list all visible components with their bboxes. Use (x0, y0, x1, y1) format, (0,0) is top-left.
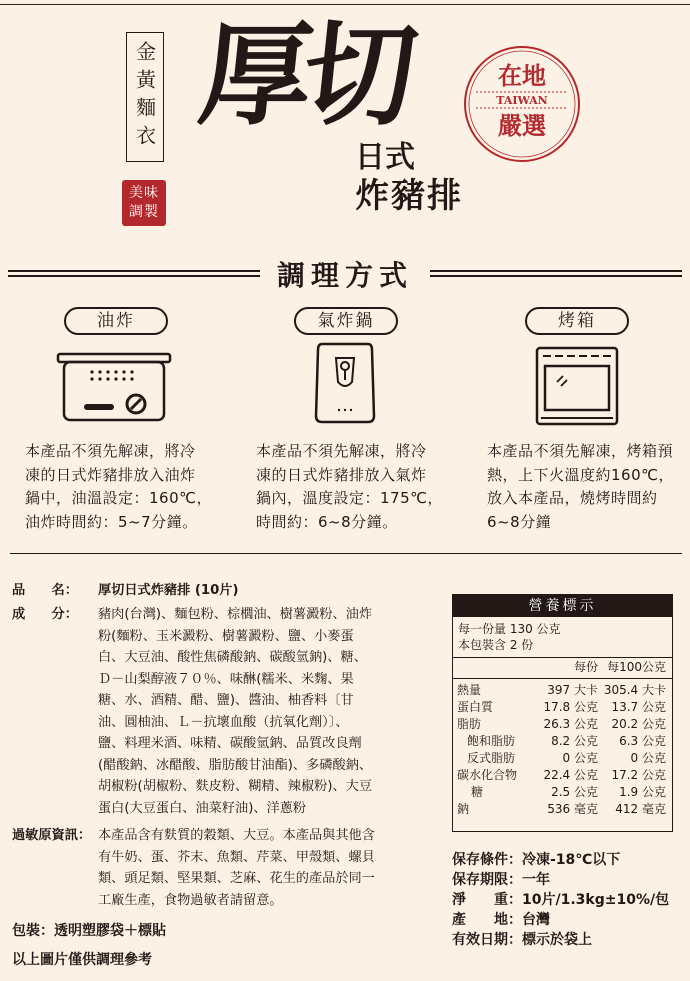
badge-line2: TAIWAN (496, 94, 548, 107)
nutrition-row (457, 682, 668, 699)
spec-expiry (452, 930, 592, 950)
spec-value: 一年 (522, 872, 550, 888)
double-rule-right (430, 270, 682, 277)
method-text-airfryer (256, 440, 466, 534)
method-text-oven (487, 440, 687, 534)
name-value: 厚切日式炸豬排 (10片) (98, 583, 239, 598)
allergen-line: 本產品含有麩質的穀類、大豆。本產品與其他含 (98, 828, 375, 843)
ingredients-line: 豬肉(台灣)、麵包粉、棕櫚油、樹薯澱粉、油炸 (98, 607, 373, 622)
method-text-line: 本產品不須先解凍，將冷 (256, 442, 427, 460)
method-text-fryer (25, 440, 235, 534)
nutrition-row (457, 801, 668, 818)
allergen-line: 工廠生產，食物過敏者請留意。 (98, 892, 283, 908)
method-label-airfryer: 氣炸鍋 (294, 307, 398, 335)
nutrition-header-row (457, 659, 668, 676)
ingredients-line: 胡椒粉(胡椒粉、麩皮粉、糊精、辣椒粉)、大豆 (98, 779, 373, 794)
nutrient-name: 脂肪 (457, 717, 482, 731)
nutrient-name: 糖 (471, 785, 484, 799)
brand-label: 金黃麵衣 (126, 32, 164, 162)
method-text-line: 本產品不須先解凍，烤箱預 (487, 442, 674, 460)
ingredients-line: 油、圓柚油、Ｌ－抗壞血酸（抗氧化劑）〕、 (98, 714, 349, 730)
method-text-line: 本產品不須先解凍，將冷 (25, 442, 196, 460)
method-text-line: 放入本產品，燒烤時間約 (487, 489, 658, 507)
badge-line3: 嚴選 (498, 111, 546, 140)
servings-per-package: 本包裝含 2 份 (458, 638, 534, 652)
method-label-oven: 烤箱 (525, 307, 629, 335)
spec-value: 冷凍-18℃以下 (522, 852, 621, 868)
air-fryer-icon (312, 338, 378, 428)
ingredients-line: (醋酸鈉、冰醋酸、脂肪酸甘油酯)、多磷酸鈉、 (98, 757, 373, 773)
method-label-fryer: 油炸 (64, 307, 168, 335)
ingredients-line: 鹽、料理米酒、味精、碳酸氫鈉、品質改良劑 (98, 736, 362, 751)
spec-shelf-life (452, 870, 550, 890)
method-text-line: 油炸時間約：5~7分鐘。 (25, 512, 198, 531)
ingredients-line: 粉(麵粉、玉米澱粉、樹薯澱粉、鹽、小麥蛋 (98, 628, 354, 644)
divider (10, 553, 682, 554)
nutrient-per-serving: 0 公克 (562, 751, 598, 765)
nutrient-per-serving: 17.8 公克 (543, 700, 598, 714)
spec-origin (452, 910, 550, 930)
name-label: 品 名： (12, 583, 78, 598)
badge-line1: 在地 (498, 61, 546, 90)
serving-size: 每一份量 130 公克 (458, 622, 561, 636)
method-text-line: 6~8分鐘 (487, 512, 552, 531)
allergen-label: 過敏原資訊： (12, 828, 92, 843)
ingredients-label: 成 分： (12, 607, 78, 622)
nutrient-name: 反式脂肪 (467, 751, 516, 765)
nutrition-row (457, 750, 668, 767)
product-title-big: 厚切 (193, 10, 415, 141)
top-border (0, 0, 690, 5)
allergen-line: 有牛奶、蛋、芥末、魚類、芹菜、甲殼類、螺貝 (98, 849, 375, 865)
col-per-100g: 每100公克 (607, 660, 666, 674)
method-text-line: 凍的日式炸豬排放入氣炸 (256, 465, 427, 484)
nutrient-name: 熱量 (457, 683, 482, 697)
section-title: 調理方式 (276, 259, 413, 292)
spec-value: 10片/1.3kg±10%/包 (522, 892, 670, 908)
nutrient-name: 蛋白質 (457, 700, 494, 714)
ingredients-text (98, 604, 404, 819)
nutrition-row (457, 784, 668, 801)
nutrient-per-100g: 1.9 公克 (619, 785, 666, 799)
nutrient-name: 碳水化合物 (457, 768, 518, 782)
nutrient-per-100g: 17.2 公克 (611, 768, 666, 782)
nutrient-name: 鈉 (457, 802, 470, 816)
method-text-line: 時間約：6~8分鐘。 (256, 512, 398, 531)
packaging-note: 包裝：透明塑膠袋＋標貼 (12, 923, 166, 939)
spec-value: 標示於袋上 (522, 932, 592, 948)
nutrient-name: 飽和脂肪 (467, 734, 516, 748)
spec-label: 有效日期： (452, 932, 522, 948)
spec-label: 產 地： (452, 912, 522, 928)
product-title-sub1: 日式 (355, 140, 415, 175)
method-text-line: 熱，上下火溫度約160℃， (487, 465, 674, 484)
spec-label: 保存期限： (452, 872, 522, 888)
disclaimer-note: 以上圖片僅供調理參考 (12, 952, 152, 968)
nutrition-row (457, 699, 668, 716)
oven-icon (535, 346, 619, 426)
nutrient-per-100g: 6.3 公克 (619, 734, 666, 748)
spec-value: 台灣 (522, 912, 550, 928)
spec-net-weight (452, 890, 669, 910)
allergen-text (98, 825, 404, 911)
allergen-line: 類、頭足類、堅果類、芝麻、花生的產品於同一 (98, 871, 375, 886)
spec-label: 保存條件： (452, 852, 522, 868)
nutrition-row (457, 733, 668, 750)
nutrition-table (452, 594, 673, 832)
ingredients-line: 白、大豆油、酸性焦磷酸鈉、碳酸氫鈉)、糖、 (98, 650, 367, 665)
nutrient-per-serving: 26.3 公克 (543, 717, 598, 731)
double-rule-left (8, 270, 260, 277)
nutrient-per-serving: 22.4 公克 (543, 768, 598, 782)
taiwan-badge-icon (462, 44, 582, 164)
nutrient-per-serving: 2.5 公克 (551, 785, 598, 799)
nutrient-per-100g: 305.4 大卡 (603, 683, 666, 697)
nutrition-row (457, 767, 668, 784)
nutrition-title: 營養標示 (453, 595, 672, 617)
seal-stamp: 美味調製 (122, 180, 166, 226)
section-title-row (8, 254, 682, 294)
ingredients-line: Ｄ－山梨醇液７０％、味醂(糯米、米麴、果 (98, 671, 354, 687)
nutrient-per-100g: 0 公克 (630, 751, 666, 765)
nutrient-per-100g: 412 毫克 (615, 802, 666, 816)
nutrition-serving (458, 621, 561, 653)
spec-storage (452, 850, 620, 870)
nutrient-per-serving: 8.2 公克 (551, 734, 598, 748)
method-text-line: 鍋內，溫度設定：175℃， (256, 489, 443, 507)
method-text-line: 凍的日式炸豬排放入油炸 (25, 465, 196, 484)
nutrient-per-serving: 397 大卡 (547, 683, 598, 697)
col-per-serving: 每份 (573, 660, 598, 674)
product-title-sub2: 炸豬排 (355, 176, 463, 216)
nutrient-per-100g: 13.7 公克 (611, 700, 666, 714)
nutrition-row (457, 716, 668, 733)
method-text-line: 鍋中，油溫設定：160℃， (25, 489, 212, 507)
spec-label: 淨 重： (452, 892, 522, 908)
ingredients-line: 糖、水、酒精、醋、鹽)、醬油、柚香料〔甘 (98, 693, 354, 708)
ingredients-line: 蛋白(大豆蛋白、油菜籽油)、洋蔥粉 (98, 800, 307, 816)
nutrient-per-100g: 20.2 公克 (611, 717, 666, 731)
fryer-icon (56, 348, 172, 424)
nutrient-per-serving: 536 毫克 (547, 802, 598, 816)
